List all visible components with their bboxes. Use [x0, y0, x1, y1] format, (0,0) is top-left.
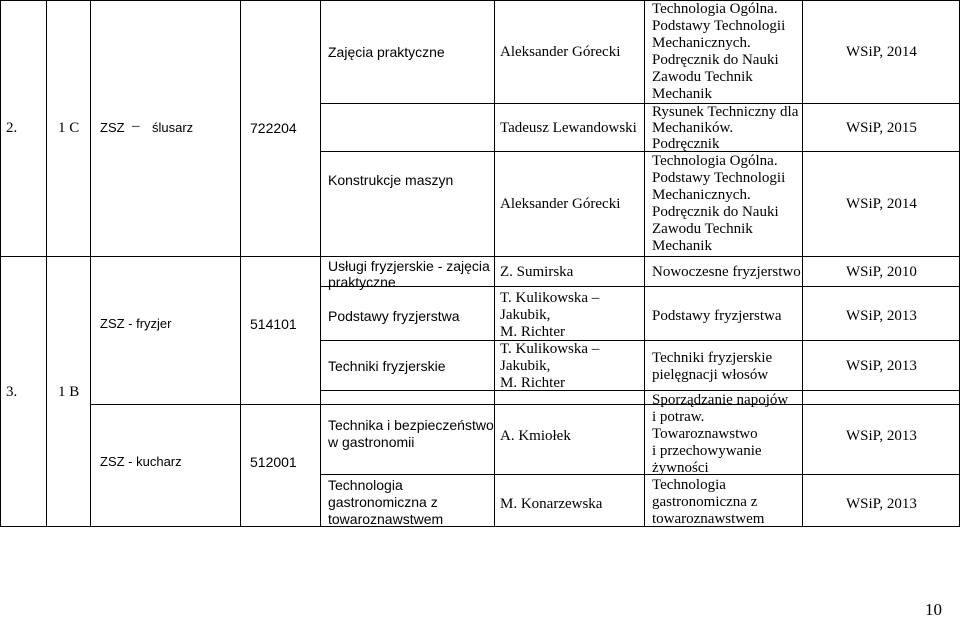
title-line: Podręcznik do Nauki	[652, 204, 779, 220]
subject: Podstawy fryzjerstwa	[328, 308, 460, 324]
title-line: Mechanicznych.	[652, 35, 751, 51]
title-line: Techniki fryzjerskie	[652, 350, 773, 366]
title-line: Podstawy Technologii	[652, 18, 786, 34]
class-name: 1 B	[58, 384, 80, 400]
book-title: Nowoczesne fryzjerstwo	[652, 264, 801, 280]
col-divider	[494, 0, 495, 527]
table-bottom-border	[0, 526, 960, 527]
title-line: Technologia Ogólna.	[652, 1, 778, 17]
title-line: pielęgnacji włosów	[652, 367, 769, 383]
col-divider	[46, 0, 47, 527]
subject-line: Technika i bezpieczeństwo	[328, 417, 494, 433]
profession-code: 512001	[250, 454, 297, 470]
publisher: WSiP, 2013	[846, 428, 917, 444]
cell-divider	[90, 404, 960, 405]
profession-code: 722204	[250, 120, 297, 136]
col-divider	[240, 0, 241, 527]
school-name: ZSZ - fryzjer	[100, 316, 172, 331]
title-line: i przechowywanie	[652, 443, 762, 459]
school-name: ZSZ - kucharz	[100, 454, 182, 469]
title-line: Sporządzanie napojów	[652, 392, 789, 408]
publisher: WSiP, 2013	[846, 308, 917, 324]
title-line: Rysunek Techniczny dla	[652, 104, 799, 120]
cell-divider	[320, 103, 960, 104]
author: A. Kmiołek	[500, 428, 571, 444]
title-line: Technologia	[652, 477, 726, 493]
col-divider	[644, 0, 645, 527]
subject-line: gastronomiczna z	[328, 494, 438, 510]
author: Tadeusz Lewandowski	[500, 120, 637, 136]
cell-divider	[320, 340, 960, 341]
title-line: Mechanicznych.	[652, 187, 751, 203]
publisher: WSiP, 2013	[846, 496, 917, 512]
page-number: 10	[925, 600, 942, 619]
title-line: Zawodu Technik	[652, 69, 753, 85]
table-left-border	[0, 0, 1, 527]
title-line: Mechaników.	[652, 120, 734, 136]
author-line: Jakubik,	[500, 307, 551, 323]
publisher: WSiP, 2015	[846, 120, 917, 136]
author-line: M. Richter	[500, 324, 565, 340]
author: Aleksander Górecki	[500, 196, 621, 212]
author-line: Jakubik,	[500, 358, 551, 374]
title-line: towaroznawstwem	[652, 511, 765, 527]
subject-line: Usługi fryzjerskie - zajęcia	[328, 258, 490, 274]
title-line: Towaroznawstwo	[652, 426, 758, 442]
subject-line: praktyczne	[328, 274, 396, 290]
publisher: WSiP, 2010	[846, 264, 917, 280]
author-line: T. Kulikowska –	[500, 290, 600, 306]
dash: –	[132, 118, 140, 134]
title-line: żywności	[652, 460, 709, 476]
title-line: Technologia Ogólna.	[652, 153, 778, 169]
author: Aleksander Górecki	[500, 44, 621, 60]
subject: Techniki fryzjerskie	[328, 358, 446, 374]
book-title: Podstawy fryzjerstwa	[652, 308, 782, 324]
author: M. Konarzewska	[500, 496, 603, 512]
subject: Konstrukcje maszyn	[328, 172, 454, 188]
publisher: WSiP, 2014	[846, 196, 917, 212]
subject-line: towaroznawstwem	[328, 511, 444, 527]
subject-line: w gastronomii	[328, 434, 415, 450]
col-divider	[320, 0, 321, 527]
author-line: M. Richter	[500, 375, 565, 391]
title-line: Podręcznik do Nauki	[652, 52, 779, 68]
title-line: gastronomiczna z	[652, 494, 758, 510]
col-divider	[802, 0, 803, 527]
table-top-border	[0, 0, 960, 1]
row-number: 3.	[6, 384, 18, 400]
title-line: Zawodu Technik	[652, 221, 753, 237]
profession-code: 514101	[250, 316, 297, 332]
title-line: Mechanik	[652, 238, 712, 254]
row-number: 2.	[6, 120, 18, 136]
school-name: ZSZ	[100, 120, 125, 135]
title-line: Podręcznik	[652, 136, 720, 152]
row-divider	[0, 256, 960, 257]
author: Z. Sumirska	[500, 264, 574, 280]
class-name: 1 C	[58, 120, 80, 136]
title-line: i potraw.	[652, 409, 705, 425]
profession-name: ślusarz	[152, 120, 194, 135]
col-divider	[90, 0, 91, 527]
author-line: T. Kulikowska –	[500, 341, 600, 357]
publisher: WSiP, 2014	[846, 44, 917, 60]
title-line: Mechanik	[652, 86, 712, 102]
subject: Zajęcia praktyczne	[328, 44, 445, 60]
subject-line: Technologia	[328, 477, 403, 493]
cell-divider	[320, 151, 960, 152]
cell-divider	[320, 474, 960, 475]
title-line: Podstawy Technologii	[652, 170, 786, 186]
publisher: WSiP, 2013	[846, 358, 917, 374]
cell-divider	[320, 390, 960, 391]
cell-divider	[320, 286, 960, 287]
